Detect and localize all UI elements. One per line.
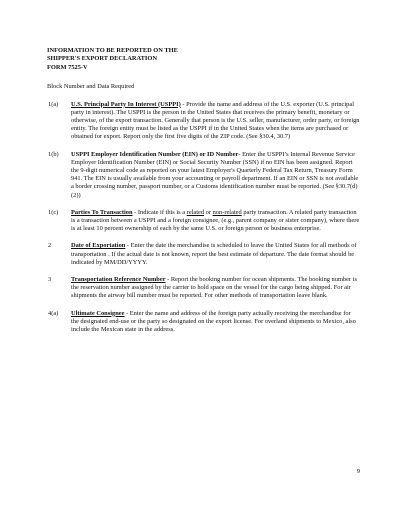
entry-number: 2: [48, 242, 52, 250]
subheading: Block Number and Data Required: [47, 83, 135, 91]
title-line-2: SHIPPER'S EXPORT DECLARATION: [47, 55, 157, 63]
entry-number: 1(a): [48, 100, 59, 108]
entry-heading: Date of Exportation: [71, 242, 126, 250]
document-title: [47, 47, 360, 72]
entry-number: 3: [48, 276, 52, 284]
entry-1a: [47, 101, 360, 142]
entry-body: [71, 101, 360, 142]
entry-1b: [47, 151, 360, 200]
entry-heading: U.S. Principal Party In Interest (USPPI): [71, 100, 181, 108]
entry-1c: [47, 209, 360, 234]
entry-text-part: - Indicate if this is a: [132, 208, 187, 216]
entry-number: 1(b): [48, 150, 59, 158]
entry-4a: [47, 310, 360, 335]
entry-body: [71, 209, 360, 234]
entry-text-part: or: [204, 208, 213, 216]
page-number: 9: [356, 468, 360, 475]
entry-heading: Parties To Transaction: [71, 208, 133, 216]
title-line-3: FORM 7525-V: [47, 63, 88, 71]
entry-2: [47, 242, 360, 267]
entry-heading: USPPI Employer Identification Number (EIN) or ID Number: [71, 150, 239, 158]
entry-heading: Ultimate Consignee: [71, 309, 125, 317]
entry-body: [71, 151, 360, 200]
non-related-term: non-related: [212, 208, 242, 216]
entry-text: - Enter the name and address of the foreign party actually receiving the merchandise for the designated end-use or the party so designated on the export license. For overland shipments to Mexico, also include the Mexican state in the address.: [71, 309, 356, 334]
entry-number: 4(a): [48, 309, 59, 317]
entry-number: 1(c): [48, 208, 59, 216]
entry-text: - Provide the name and address of the U.S. exporter (U.S. principal party in interest). The USPPI is the person in the United States that receives the primary benefit, monetary or otherwise, of the export transaction. Generally that person is the U.S. seller, manufacturer, order party, or foreign entity. The foreign entity must be listed as the USPPI if in the United States when the items are purchased or obtained for export. Report only the first five digits of the ZIP code. (See §30.4, 30.7): [71, 100, 360, 141]
entry-body: [71, 276, 360, 301]
title-line-1: INFORMATION TO BE REPORTED ON THE: [47, 47, 178, 54]
entry-3: [47, 276, 360, 301]
entry-body: [71, 310, 360, 335]
related-term: related: [186, 208, 205, 216]
entry-text: - Report the booking number for ocean shipments. The booking number is the reservation number assigned by the carrier to hold space on the vessel for the cargo being shipped. For air shipments the airway bill number must be reported. For other methods of transportation leave blank.: [71, 276, 357, 300]
entry-body: [71, 242, 360, 267]
entry-text-part: party transaction. A related party transaction is a transaction between a USPPI and a foreign consignee, (e.g., parent company or sister company), where there is at least 10 percent ownership of each by the same U.S. or foreign person or business enterprise.: [71, 208, 360, 233]
entry-text: - Enter the date the merchandise is scheduled to leave the United States for all methods of transportation . If the actual date is not known, report the best estimate of departure. The date format should be indicated by MM/DD/YYYY.: [71, 242, 357, 266]
entry-heading: Transportation Reference Number: [71, 276, 166, 284]
entry-text: - Enter the USPPI’s Internal Revenue Service Employer Identification Number (EIN) or Social Security Number (SSN) if no EIN has been assigned. Report the 9-digit numerical code as reported on your latest Employer's Quarterly Federal Tax Return, Treasury Form 941. The EIN is usually available from your accounting or payroll department. If an EIN or SSN is not available a border crossing number, passport number, or a Customs identification number must be reported. (See §30.7(d)(2)): [71, 150, 359, 199]
